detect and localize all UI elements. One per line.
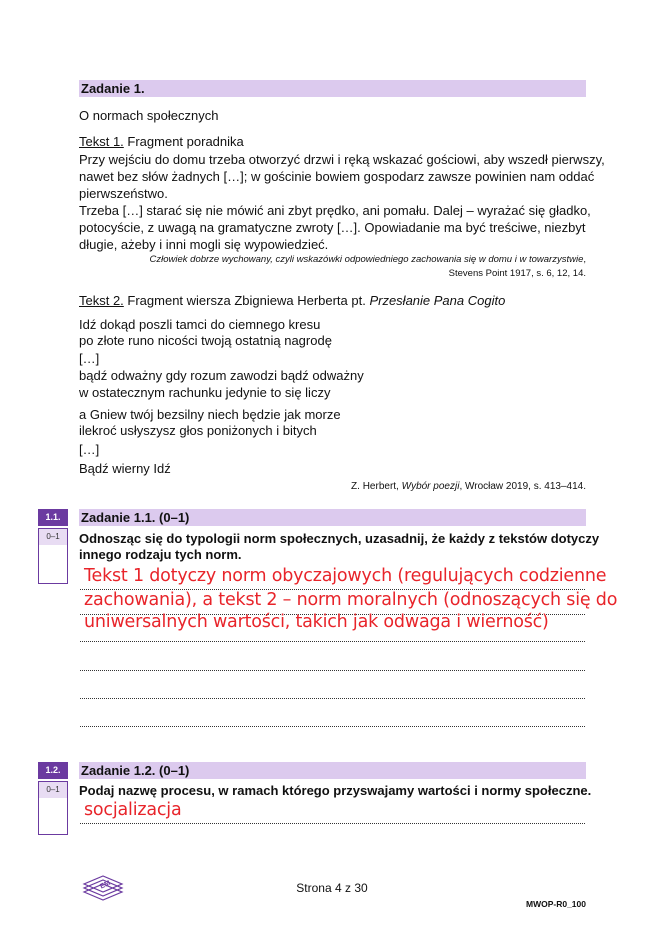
- text1-line: nawet bez słów żadnych […]; w gościnie bowiem gospodarz zawsze powinien nam oddać: [79, 169, 595, 184]
- text1-line: Przy wejściu do domu trzeba otworzyć drzwi i ręką wskazać gościowi, aby wszedł pierwszy,: [79, 152, 605, 167]
- text1-source-pub: Stevens Point 1917, s. 6, 12, 14.: [448, 268, 586, 279]
- question-prompt: innego rodzaju tych norm.: [79, 547, 242, 562]
- text2-heading: [79, 292, 505, 309]
- poem-ellipsis: […]: [79, 351, 100, 366]
- question-prompt: Podaj nazwę procesu, w ramach którego przyswajamy wartości i normy społeczne.: [79, 783, 592, 798]
- logo-text: EM: [99, 879, 112, 891]
- text2-heading-text: Fragment wiersza Zbigniewa Herberta pt.: [123, 293, 370, 308]
- text2-poem-title: Przesłanie Pana Cogito: [369, 293, 506, 308]
- poem-line: Bądź wierny Idź: [79, 461, 171, 476]
- question-header-bar: [79, 762, 586, 779]
- poem-ellipsis: […]: [79, 442, 100, 457]
- task-title: Zadanie 1.: [81, 81, 145, 96]
- question-header-bar: [79, 509, 586, 526]
- text1-line: pierwszeństwo.: [79, 186, 168, 201]
- poem-line: a Gniew twój bezsilny niech będzie jak morze: [79, 407, 341, 422]
- answer-text: socjalizacja: [84, 800, 182, 820]
- text1-heading: [79, 133, 244, 150]
- answer-line[interactable]: [80, 641, 585, 642]
- question-title: Zadanie 1.1. (0–1): [81, 510, 190, 525]
- answer-line[interactable]: [80, 698, 585, 699]
- points-box: 0–1: [38, 781, 68, 799]
- text1-source-title: [150, 253, 586, 267]
- score-input-box[interactable]: [38, 545, 68, 584]
- answer-line[interactable]: [80, 823, 585, 824]
- task-topic: O normach społecznych: [79, 108, 219, 123]
- poem-line: ilekroć usłyszysz głos poniżonych i bitych: [79, 423, 317, 438]
- text1-line: długie, ażeby i inni mogli się wypowiedzieć.: [79, 237, 329, 252]
- text2-source: [351, 480, 586, 494]
- poem-line: bądź odważny gdy rozum zawodzi bądź odważny: [79, 368, 364, 383]
- text2-source-pub: , Wrocław 2019, s. 413–414.: [459, 481, 586, 492]
- poem-line: w ostatecznym rachunku jedynie to się liczy: [79, 385, 331, 400]
- answer-text: Tekst 1 dotyczy norm obyczajowych (regulujących codzienne: [84, 566, 607, 586]
- question-prompt: Odnosząc się do typologii norm społecznych, uzasadnij, że każdy z tekstów dotyczy: [79, 531, 600, 546]
- text2-source-book: Wybór poezji: [401, 481, 460, 492]
- score-input-box[interactable]: [38, 798, 68, 835]
- poem-line: po złote runo nicości twoją ostatnią nagrodę: [79, 333, 332, 348]
- text1-source-book: Człowiek dobrze wychowany, czyli wskazówki odpowiedniego zachowania się w domu i w towarzystwie: [149, 254, 584, 265]
- text1-line: potocyście, z uwagą na gramatyczne zwroty […]. Opowiadanie ma być treściwe, niezbyt: [79, 220, 586, 235]
- answer-line[interactable]: [80, 726, 585, 727]
- text2-label: Tekst 2.: [79, 293, 124, 308]
- text1-source-comma: ,: [583, 254, 586, 265]
- page-number: Strona 4 z 30: [296, 881, 368, 895]
- question-number-badge: 1.1.: [38, 509, 68, 526]
- points-box: 0–1: [38, 528, 68, 546]
- exam-code: MWOP-R0_100: [526, 899, 586, 909]
- text1-line: Trzeba […] starać się nie mówić ani zbyt prędko, ani pomału. Dalej – wyrażać się gładko,: [79, 203, 591, 218]
- task-header-bar: [79, 80, 586, 97]
- text2-source-author: Z. Herbert,: [351, 481, 402, 492]
- text1-heading-text: Fragment poradnika: [123, 134, 244, 149]
- answer-text: zachowania), a tekst 2 – norm moralnych (odnoszących się do: [84, 590, 618, 610]
- question-number-badge: 1.2.: [38, 762, 68, 779]
- answer-text: uniwersalnych wartości, takich jak odwaga i wierność): [84, 612, 549, 632]
- text1-label: Tekst 1.: [79, 134, 124, 149]
- answer-line[interactable]: [80, 670, 585, 671]
- poem-line: Idź dokąd poszli tamci do ciemnego kresu: [79, 317, 321, 332]
- question-title: Zadanie 1.2. (0–1): [81, 763, 190, 778]
